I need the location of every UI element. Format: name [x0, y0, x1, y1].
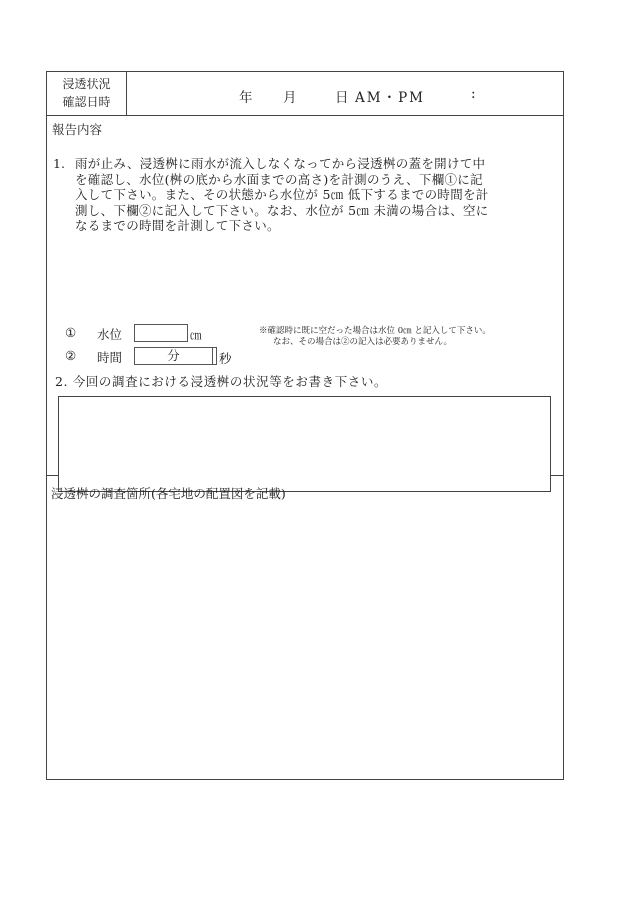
date-label-line1: 浸透状況	[62, 77, 111, 91]
date-entry-cell[interactable]	[127, 72, 563, 115]
question-1-number: 1.	[53, 156, 65, 171]
field-1-number: ①	[65, 325, 77, 340]
question-2: 2. 今回の調査における浸透桝の状況等をお書き下さい。	[55, 374, 388, 389]
date-label-line2: 確認日時	[62, 95, 111, 109]
question-1-line: 測し、下欄②に記入して下さい。なお、水位が 5㎝ 未満の場合は、空に	[75, 202, 489, 218]
date-header-row	[47, 72, 563, 116]
water-level-note	[259, 326, 559, 348]
date-label-cell	[47, 72, 127, 115]
day-label: 日	[335, 90, 349, 106]
question-1-line: なるまでの時間を計測して下さい。	[75, 218, 280, 233]
ampm-label: AM・PM	[355, 90, 425, 106]
time-colon: :	[471, 86, 476, 102]
report-title: 報告内容	[52, 122, 103, 137]
seconds-unit: 秒	[219, 351, 232, 366]
report-form	[46, 71, 564, 780]
minutes-input[interactable]: 分	[134, 347, 213, 365]
water-level-input[interactable]	[134, 324, 188, 342]
question-1-line: を確認し、水位(桝の底から水面までの高さ)を計測のうえ、下欄①に記	[75, 171, 483, 187]
report-section	[47, 116, 563, 476]
note-line-1: ※確認時に既に空だった場合は水位 0㎝ と記入して下さい。	[259, 326, 491, 336]
note-line-2: なお、その場合は②の記入は必要ありません。	[273, 337, 453, 347]
comment-textbox[interactable]	[58, 396, 551, 492]
question-1-text	[75, 156, 561, 234]
question-1-line: 入して下さい。また、その状態から水位が 5㎝ 低下するまでの時間を計	[75, 187, 489, 202]
field-2-number: ②	[65, 348, 77, 363]
water-level-label: 水位	[97, 327, 123, 342]
month-label: 月	[283, 90, 297, 106]
question-1-line: 雨が止み、浸透桝に雨水が流入しなくなってから浸透桝の蓋を開けて中	[75, 156, 486, 171]
site-section-title: 浸透桝の調査箇所(各宅地の配置図を記載)	[51, 486, 286, 501]
time-label: 時間	[97, 350, 123, 365]
year-label: 年	[239, 90, 253, 106]
seconds-input[interactable]	[212, 347, 217, 365]
water-level-unit: ㎝	[190, 328, 202, 342]
site-map-area[interactable]	[47, 502, 563, 778]
